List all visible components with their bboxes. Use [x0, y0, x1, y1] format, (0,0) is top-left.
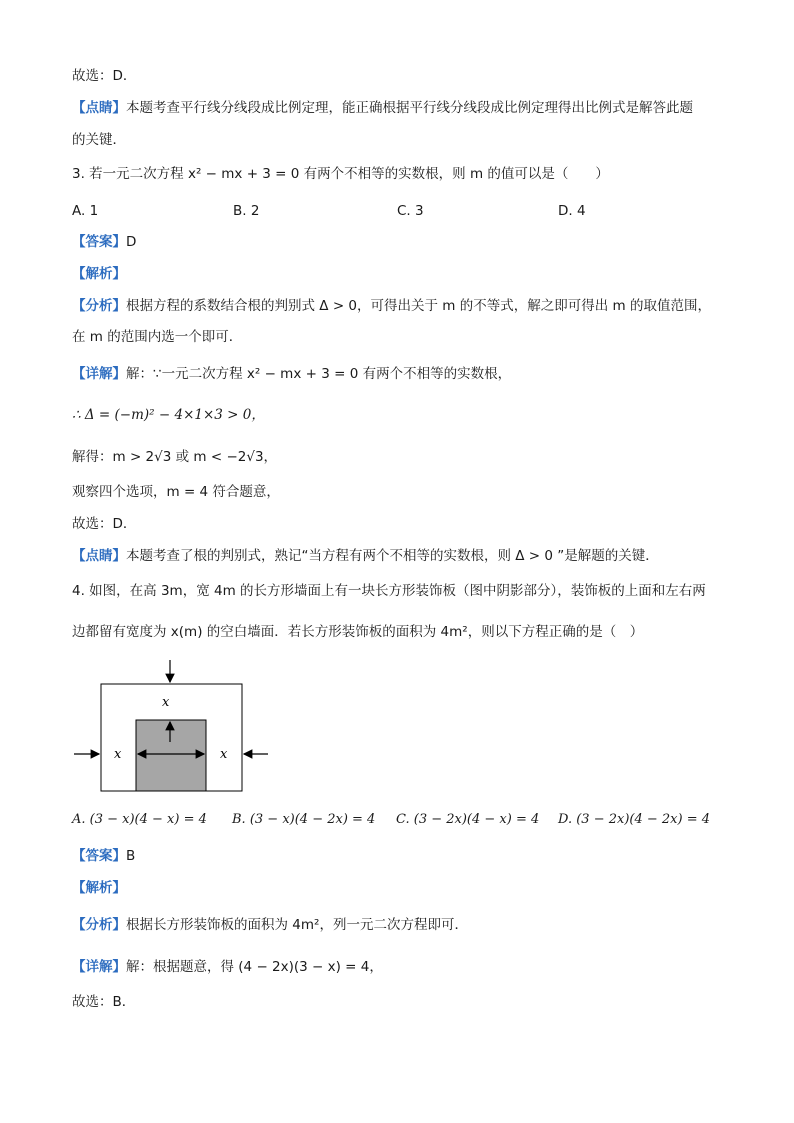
text-line: 故选：D．	[72, 68, 137, 84]
text-line: 故选：D．	[72, 516, 137, 532]
q3-option-b: B. 2	[233, 203, 260, 219]
text-line: 在 m 的范围内选一个即可．	[72, 329, 243, 345]
q4-option-b: B. (3 − x)(4 − 2x) = 4	[232, 812, 376, 827]
q4-option-a: A. (3 − x)(4 − x) = 4	[72, 812, 207, 827]
q4-option-d: D. (3 − 2x)(4 − 2x) = 4	[558, 812, 711, 827]
decor-panel	[136, 720, 206, 791]
text-line: 观察四个选项，m = 4 符合题意，	[72, 484, 280, 500]
q3-option-c: C. 3	[397, 203, 424, 219]
question-4-cont: 边都留有宽度为 x(m) 的空白墙面．若长方形装饰板的面积为 4m²，则以下方程正确的是（ ）	[72, 624, 644, 640]
label-left-x: x	[114, 747, 122, 762]
q3-option-d: D. 4	[558, 203, 586, 219]
q4-option-c: C. (3 − 2x)(4 − x) = 4	[396, 812, 540, 827]
wall-figure	[72, 656, 272, 796]
text-line: 故选：B．	[72, 994, 136, 1010]
text-line: 【点睛】本题考查了根的判别式，熟记“当方程有两个不相等的实数根，则 Δ > 0 ”是解题的关键．	[72, 548, 659, 564]
text-line: 解得：m > 2√3 或 m < −2√3，	[72, 449, 278, 465]
text-line: 【详解】解：根据题意，得 (4 − 2x)(3 − x) = 4，	[72, 959, 383, 975]
math-line: ∴ Δ = (−m)² − 4×1×3 > 0，	[72, 407, 265, 423]
label-right-x: x	[220, 747, 228, 762]
text-line: 【分析】根据长方形装饰板的面积为 4m²，列一元二次方程即可．	[72, 917, 468, 933]
tag-dianjing: 【点睛】	[72, 100, 126, 116]
question-4: 4. 如图，在高 3m，宽 4m 的长方形墙面上有一块长方形装饰板（图中阴影部分），装饰板的上面和左右两	[72, 583, 706, 599]
text-line: 【详解】解：∵一元二次方程 x² − mx + 3 = 0 有两个不相等的实数根，	[72, 366, 512, 382]
label-top-x: x	[162, 695, 170, 710]
text-line: 【分析】根据方程的系数结合根的判别式 Δ > 0，可得出关于 m 的不等式，解之即可得出 m 的取值范围，	[72, 298, 711, 314]
question-3: 3. 若一元二次方程 x² − mx + 3 = 0 有两个不相等的实数根，则 m 的值可以是（ ）	[72, 166, 609, 182]
analysis-heading: 【解析】	[72, 880, 126, 896]
q3-option-a: A. 1	[72, 203, 99, 219]
answer-line: 【答案】B	[72, 848, 136, 864]
text-line: 【点睛】本题考查平行线分线段成比例定理，能正确根据平行线分线段成比例定理得出比例式是解答此题	[72, 100, 693, 116]
analysis-heading: 【解析】	[72, 266, 126, 282]
answer-line: 【答案】D	[72, 234, 137, 250]
text-line: 的关键．	[72, 132, 126, 148]
